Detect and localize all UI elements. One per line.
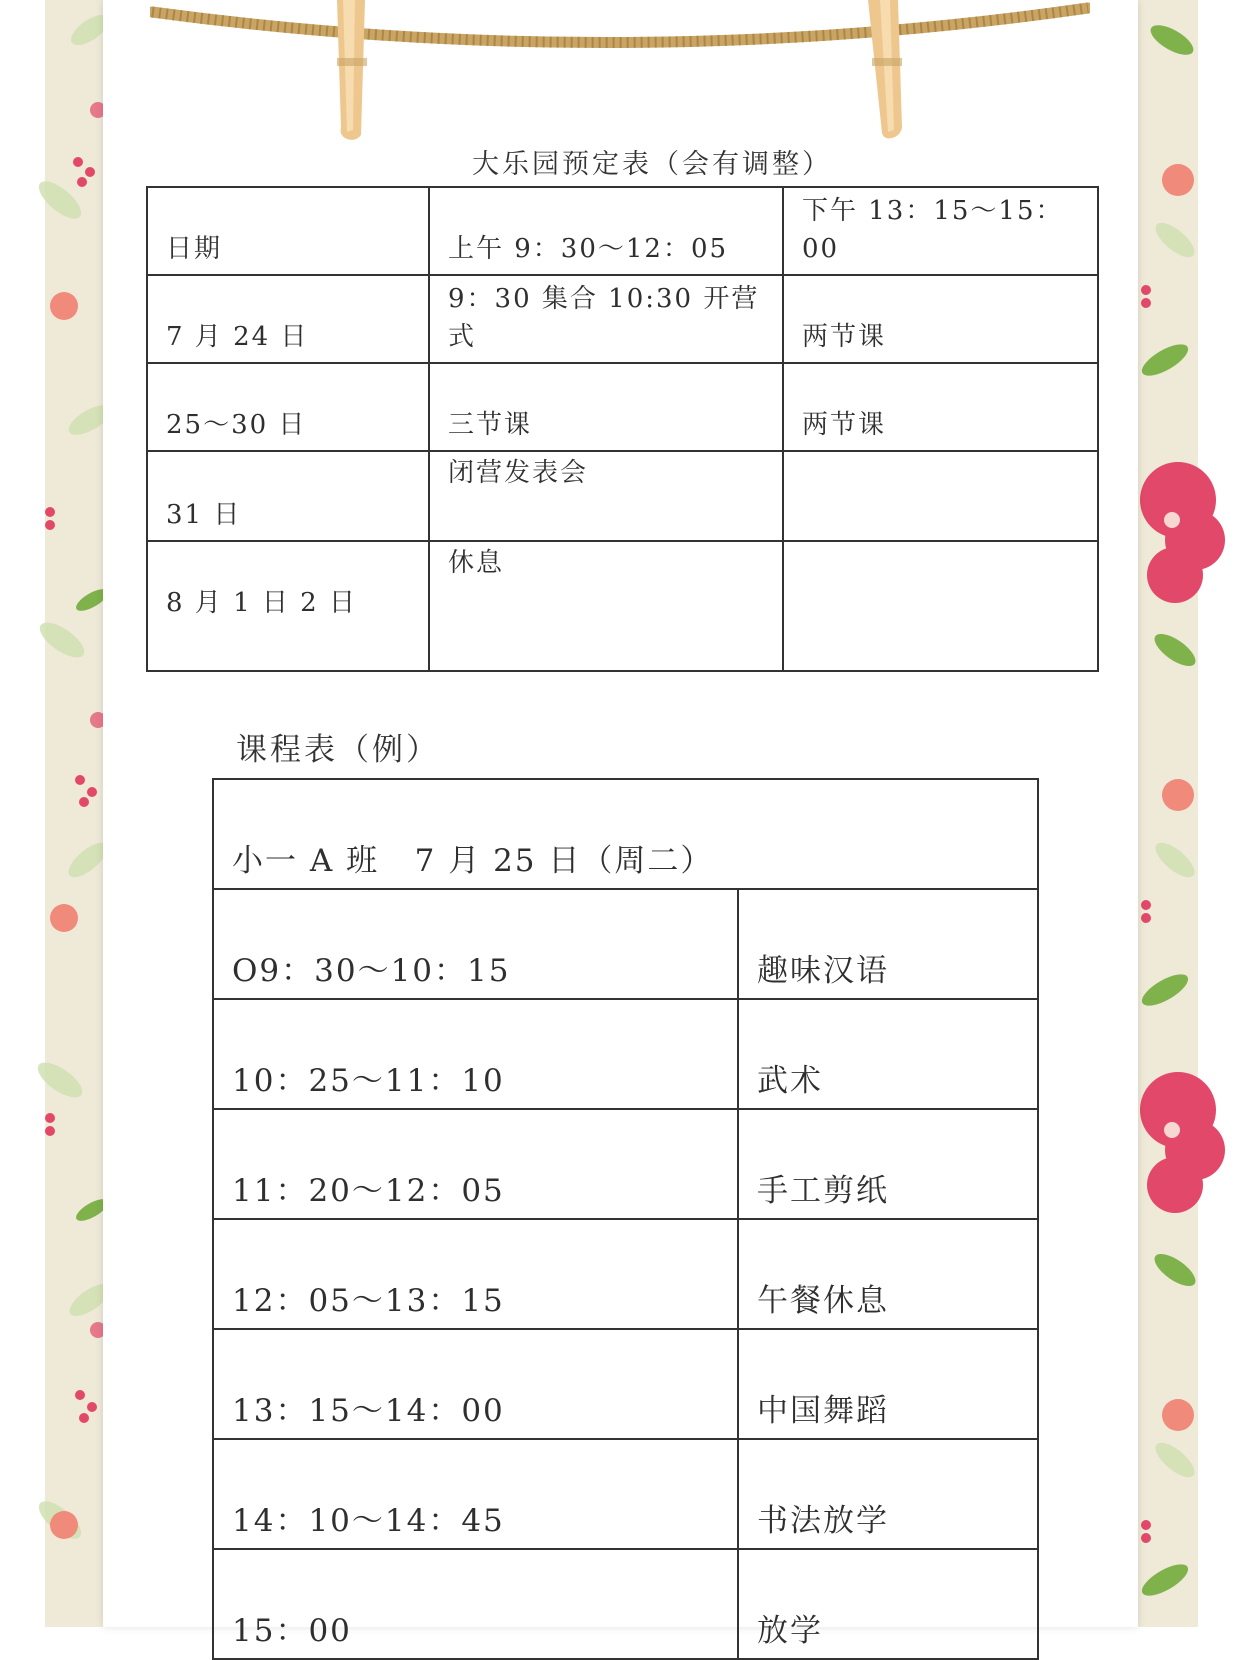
table-cell: O9：30～10：15 <box>213 889 738 999</box>
table-cell: 日期 <box>147 187 429 275</box>
table-row <box>213 999 1038 1109</box>
table-cell: 14：10～14：45 <box>213 1439 738 1549</box>
table-row <box>213 1549 1038 1659</box>
table-cell: 下午 13：15～15：00 <box>783 187 1098 275</box>
table-row <box>213 1439 1038 1549</box>
table-cell: 三节课 <box>429 363 783 451</box>
booking-table-caption: 大乐园预定表（会有调整） <box>472 149 832 180</box>
table-header-row <box>213 779 1038 889</box>
table-row <box>213 889 1038 999</box>
table-cell: 上午 9：30～12：05 <box>429 187 783 275</box>
table-row <box>213 1329 1038 1439</box>
booking-table <box>146 186 1099 672</box>
table-row <box>147 363 1098 451</box>
table-cell: 趣味汉语 <box>738 889 1038 999</box>
table-cell: 7 月 24 日 <box>147 275 429 363</box>
table-cell: 小一 A 班 7 月 25 日（周二） <box>213 779 1038 889</box>
table-cell: 11：20～12：05 <box>213 1109 738 1219</box>
course-table-caption: 课程表（例） <box>236 732 440 768</box>
table-cell: 休息 <box>429 541 783 671</box>
table-cell: 两节课 <box>783 275 1098 363</box>
table-row <box>147 275 1098 363</box>
course-table <box>212 778 1039 1660</box>
table-cell <box>783 541 1098 671</box>
table-cell: 闭营发表会 <box>429 451 783 541</box>
table-cell: 9：30 集合 10:30 开营式 <box>429 275 783 363</box>
table-row <box>213 1219 1038 1329</box>
table-cell: 25～30 日 <box>147 363 429 451</box>
table-cell: 31 日 <box>147 451 429 541</box>
table-row <box>213 1109 1038 1219</box>
table-cell <box>783 451 1098 541</box>
table-cell: 中国舞蹈 <box>738 1329 1038 1439</box>
table-cell: 午餐休息 <box>738 1219 1038 1329</box>
table-header-row <box>147 187 1098 275</box>
clothespin-left-icon <box>325 0 385 145</box>
table-cell: 手工剪纸 <box>738 1109 1038 1219</box>
table-cell: 武术 <box>738 999 1038 1109</box>
table-cell: 10：25～11：10 <box>213 999 738 1109</box>
table-cell: 12：05～13：15 <box>213 1219 738 1329</box>
table-cell: 8 月 1 日 2 日 <box>147 541 429 671</box>
table-cell: 两节课 <box>783 363 1098 451</box>
table-cell: 15：00 <box>213 1549 738 1659</box>
table-cell: 13：15～14：00 <box>213 1329 738 1439</box>
table-cell: 放学 <box>738 1549 1038 1659</box>
table-cell: 书法放学 <box>738 1439 1038 1549</box>
table-row <box>147 541 1098 671</box>
table-row <box>147 451 1098 541</box>
clothesline-rope <box>150 0 1090 70</box>
clothespin-right-icon <box>858 0 918 145</box>
